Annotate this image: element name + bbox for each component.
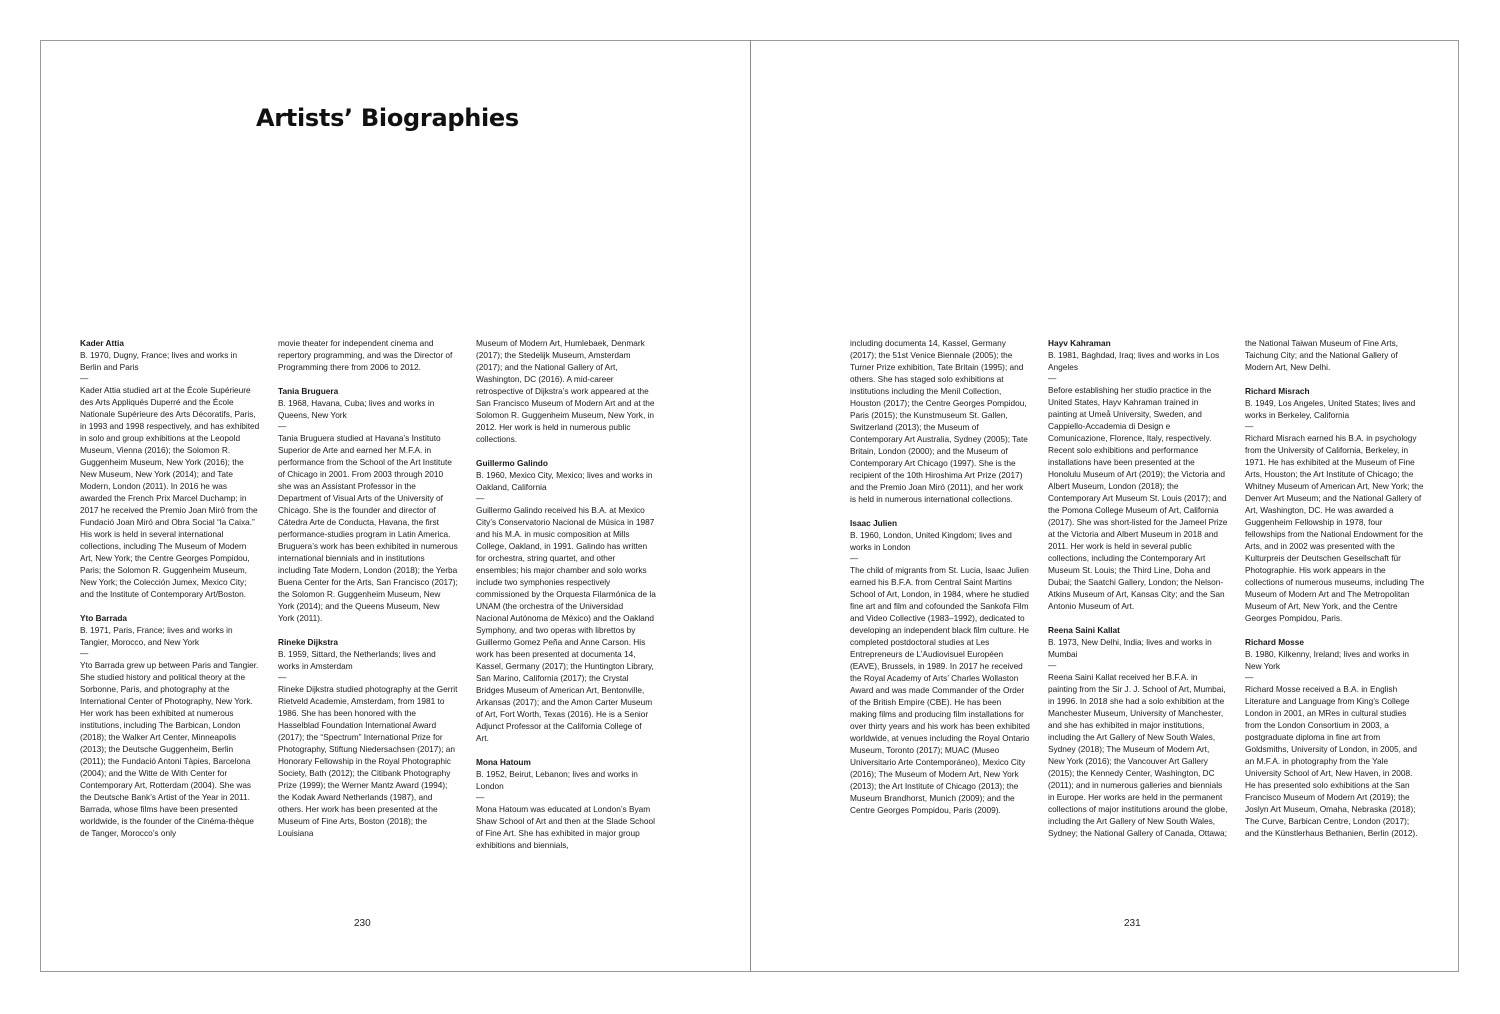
artist-name: Richard Mosse	[1245, 637, 1305, 647]
page-gutter	[750, 40, 751, 972]
artist-info: B. 1981, Baghdad, Iraq; lives and works in Los Angeles	[1048, 350, 1220, 372]
artist-name: Guillermo Galindo	[476, 458, 548, 468]
artist-bio	[850, 517, 1030, 816]
artist-bio	[80, 337, 260, 600]
artist-text: Richard Misrach earned his B.A. in psychology from the University of California, Berkeley, in 1971. He has exhibited at the Museum of Fine Arts, Houston; the Art Institute of Chicago; the Whitney Museum of American Art, New York; the Denver Art Museum; and the National Gallery of Art, Washington, DC. He was awarded a Guggenheim Fellowship in 1978, four fellowships from the National Endowment for the Arts, and in 2002 was presented with the Kulturpreis der Deutschen Gesellschaft für Photographie. His work appears in the collections of numerous museums, including The Museum of Modern Art and The Metropolitan Museum of Art, New York, and the Centre Georges Pompidou, Paris.	[1245, 433, 1425, 623]
artist-info: B. 1968, Havana, Cuba; lives and works in Queens, New York	[278, 398, 435, 420]
artist-text: Rineke Dijkstra studied photography at the Gerrit Rietveld Academie, Amsterdam, from 1981 to 1986. She has been honored with the Hasselblad Foundation International Award (2017); the “Spectrum” International Prize for Photography, Stiftung Niedersachsen (2017); an Honorary Fellowship in the Royal Photographic Society, Bath (2012); the Citibank Photography Prize (1999); the Werner Mantz Award (1994); the Kodak Award Netherlands (1987), and others. Her work has been presented at the Museum of Fine Arts, Boston (2018); the Louisiana	[278, 684, 458, 838]
artist-text: The child of migrants from St. Lucia, Isaac Julien earned his B.F.A. from Central Saint Martins School of Art, London, in 1984, where he studied fine art and film and cofounded the Sankofa Film and Video Collective (1983–1992), dedicated to developing an independent black film culture. He completed postdoctoral studies at Les Entrepreneurs de L’Audiovisuel Européen (EAVE), Brussels, in 1989. In 2017 he received the Royal Academy of Arts’ Charles Wollaston Award and was made Commander of the Order of the British Empire (CBE). He has been making films and producing film installations for over thirty years and his work has been exhibited worldwide, at venues including the Royal Ontario Museum, Toronto (2017); MUAC (Museo Universitario Arte Contemporáneo), Mexico City (2016); The Museum of Modern Art, New York (2013); the Art Institute of Chicago (2013); the Museum Brandhorst, Munich (2009); and the Centre Georges Pompidou, Paris (2009).	[850, 565, 1030, 815]
artist-name: Richard Misrach	[1245, 386, 1310, 396]
artist-text: Mona Hatoum was educated at London’s Byam Shaw School of Art and then at the Slade School of Fine Art. She has exhibited in major group exhibitions and biennials,	[476, 804, 655, 850]
artist-info: B. 1980, Kilkenny, Ireland; lives and works in New York	[1245, 649, 1410, 671]
em-dash: —	[80, 648, 89, 658]
em-dash: —	[1048, 660, 1057, 670]
artist-name: Mona Hatoum	[476, 757, 531, 767]
artist-text: Richard Mosse received a B.A. in English Literature and Language from King’s College London in 2001, an MRes in cultural studies from the London Consortium in 2003, a postgraduate diploma in fine art from Goldsmiths, University of London, in 2005, and an M.F.A. in photography from the Yale University School of Art, New Haven, in 2008. He has presented solo exhibitions at the San Francisco Museum of Modern Art (2019); the Joslyn Art Museum, Omaha, Nebraska (2018); The Curve, Barbican Centre, London (2017); and the Künstlerhaus Bethanien, Berlin (2012).	[1245, 684, 1418, 838]
text-column-5	[1048, 337, 1228, 851]
artist-name: Reena Saini Kallat	[1048, 625, 1120, 635]
artist-info: B. 1970, Dugny, France; lives and works in Berlin and Paris	[80, 350, 238, 372]
continued-text: the National Taiwan Museum of Fine Arts, Taichung City; and the National Gallery of Modern Art, New Delhi.	[1245, 338, 1398, 372]
artist-bio	[1048, 337, 1228, 612]
continued-text-block	[850, 337, 1030, 505]
em-dash: —	[278, 672, 287, 682]
em-dash: —	[1245, 421, 1254, 431]
artist-text: Before establishing her studio practice in the United States, Hayv Kahraman trained in painting at Umeå University, Sweden, and Cappiello-Accademia di Design e Comunicazione, Florence, Italy, respectively. Recent solo exhibitions and performance installations have been presented at the Honolulu Museum of Art (2019); the Victoria and Albert Museum, London (2018); the Contemporary Art Museum St. Louis (2017); and the Pomona College Museum of Art, California (2017). She was short-listed for the Jameel Prize at the Victoria and Albert Museum in 2018 and 2011. Her work is held in several public collections, including the Contemporary Art Museum St. Louis; the Third Line, Doha and Dubai; the Saatchi Gallery, London; the Nelson-Atkins Museum of Art, Kansas City; and the San Antonio Museum of Art.	[1048, 385, 1228, 611]
text-column-4	[850, 337, 1030, 828]
continued-text: Museum of Modern Art, Humlebaek, Denmark (2017); the Stedelijk Museum, Amsterdam (2017); and the National Gallery of Art, Washington, DC (2016). A mid-career retrospective of Dijkstra’s work appeared at the San Francisco Museum of Modern Art and at the Solomon R. Guggenheim Museum, New York, in 2012. Her work is held in numerous public collections.	[476, 338, 655, 444]
artist-text: Reena Saini Kallat received her B.F.A. in painting from the Sir J. J. School of Art, Mumbai, in 1996. In 2018 she had a solo exhibition at the Manchester Museum, University of Manchester, and she has exhibited in major institutions, including the Art Gallery of New South Wales, Sydney (2018); The Museum of Modern Art, New York (2016); the Vancouver Art Gallery (2015); the Kennedy Center, Washington, DC (2011); and in numerous galleries and biennials in Europe. Her works are held in the permanent collections of major institutions around the globe, including the Art Gallery of New South Wales, Sydney; the National Gallery of Canada, Ottawa;	[1048, 672, 1228, 838]
em-dash: —	[1048, 373, 1057, 383]
em-dash: —	[278, 421, 287, 431]
page-number-right: 231	[1124, 918, 1141, 929]
text-column-1	[80, 337, 260, 851]
artist-info: B. 1960, London, United Kingdom; lives and works in London	[850, 530, 1012, 552]
artist-bio	[1245, 636, 1425, 839]
artist-info: B. 1973, New Delhi, India; lives and works in Mumbai	[1048, 637, 1212, 659]
artist-text: Kader Attia studied art at the École Supérieure des Arts Appliqués Duperré and the École Nationale Supérieure des Arts Décoratifs, Paris, in 1993 and 1998 respectively, and has exhibited in solo and group exhibitions at the Leopold Museum, Vienna (2016); the Solomon R. Guggenheim Museum, New York (2016); the New Museum, New York (2014); and Tate Modern, London (2011). In 2016 he was awarded the French Prix Marcel Duchamp; in 2017 he received the Premio Joan Miró from the Fundació Joan Miró and Obra Social “la Caixa.” His work is held in several international collections, including The Museum of Modern Art, New York; the Centre Georges Pompidou, Paris; the Solomon R. Guggenheim Museum, New York; the Colección Jumex, Mexico City; and the Institute of Contemporary Art/Boston.	[80, 385, 260, 599]
artist-info: B. 1959, Sittard, the Netherlands; lives and works in Amsterdam	[278, 649, 436, 671]
continued-text-block	[278, 337, 458, 373]
continued-text: movie theater for independent cinema and repertory programming, and was the Director of Programming there from 2006 to 2012.	[278, 338, 453, 372]
artist-name: Yto Barrada	[80, 613, 128, 623]
artist-info: B. 1960, Mexico City, Mexico; lives and works in Oakland, California	[476, 470, 653, 492]
artist-info: B. 1952, Beirut, Lebanon; lives and works in London	[476, 769, 638, 791]
artist-name: Tania Bruguera	[278, 386, 339, 396]
text-column-6	[1245, 337, 1425, 851]
artist-bio	[1048, 624, 1228, 839]
artist-text: Tania Bruguera studied at Havana’s Instituto Superior de Arte and earned her M.F.A. in performance from the School of the Art Institute of Chicago in 2001. From 2003 through 2010 she was an Assistant Professor in the Department of Visual Arts of the University of Chicago. She is the founder and director of Cátedra Arte de Conducta, Havana, the first performance-studies program in Latin America. Bruguera’s work has been exhibited in numerous international biennials and in institutions including Tate Modern, London (2018); the Yerba Buena Center for the Arts, San Francisco (2017); the Solomon R. Guggenheim Museum, New York (2014); and the Queens Museum, New York (2011).	[278, 433, 458, 623]
text-column-3	[476, 337, 656, 863]
text-column-2	[278, 337, 458, 851]
artist-bio	[1245, 385, 1425, 624]
artist-info: B. 1971, Paris, France; lives and works in Tangier, Morocco, and New York	[80, 625, 233, 647]
em-dash: —	[80, 373, 89, 383]
artist-bio	[476, 756, 656, 851]
artist-bio	[278, 385, 458, 624]
page-number-left: 230	[354, 918, 371, 929]
artist-bio	[278, 636, 458, 839]
em-dash: —	[476, 493, 485, 503]
artist-bio	[80, 612, 260, 839]
artist-name: Hayv Kahraman	[1048, 338, 1111, 348]
artist-name: Isaac Julien	[850, 518, 898, 528]
artist-text: Yto Barrada grew up between Paris and Tangier. She studied history and political theory at the Sorbonne, Paris, and photography at the International Center of Photography, New York. Her work has been exhibited at numerous institutions, including The Barbican, London (2018); the Walker Art Center, Minneapolis (2013); the Deutsche Guggenheim, Berlin (2011); the Fundació Antoni Tàpies, Barcelona (2004); and the Witte de With Center for Contemporary Art, Rotterdam (2004). She was the Deutsche Bank’s Artist of the Year in 2011. Barrada, whose films have been presented worldwide, is the founder of the Cinéma-thèque de Tanger, Morocco’s only	[80, 660, 259, 838]
em-dash: —	[850, 553, 859, 563]
continued-text-block	[1245, 337, 1425, 373]
continued-text-block	[476, 337, 656, 445]
continued-text: including documenta 14, Kassel, Germany (2017); the 51st Venice Biennale (2005); the Turner Prize exhibition, Tate Britain (1995); and others. She has staged solo exhibitions at institutions including the Menil Collection, Houston (2017); the Centre Georges Pompidou, Paris (2015); the Kunstmuseum St. Gallen, Switzerland (2013); the Museum of Contemporary Art Australia, Sydney (2005); Tate Britain, London (2000); and the Museum of Contemporary Art Chicago (1997). She is the recipient of the 10th Hiroshima Art Prize (2017) and the Premio Joan Miró (2011), and her work is held in numerous international collections.	[850, 338, 1028, 504]
artist-text: Guillermo Galindo received his B.A. at Mexico City’s Conservatorio Nacional de Música in 1987 and his M.A. in music composition at Mills College, Oakland, in 1991. Galindo has written for orchestra, string quartet, and other ensembles; his major chamber and solo works include two symphonies respectively commissioned by the Orquesta Filarmónica de la UNAM (the orchestra of the Universidad Nacional Autónoma de México) and the Oakland Symphony, and two operas with librettos by Guillermo Gomez Peña and Anne Carson. His work has been presented at documenta 14, Kassel, Germany (2017); the Huntington Library, San Marino, California (2017); the Crystal Bridges Museum of American Art, Bentonville, Arkansas (2017); and the Amon Carter Museum of Art, Fort Worth, Texas (2016). He is a Senior Adjunct Professor at the California College of Art.	[476, 505, 656, 743]
em-dash: —	[476, 792, 485, 802]
artist-bio	[476, 457, 656, 744]
em-dash: —	[1245, 672, 1254, 682]
artist-name: Rineke Dijkstra	[278, 637, 338, 647]
artist-info: B. 1949, Los Angeles, United States; lives and works in Berkeley, California	[1245, 398, 1416, 420]
artist-name: Kader Attia	[80, 338, 124, 348]
page-title: Artists’ Biographies	[256, 104, 519, 132]
